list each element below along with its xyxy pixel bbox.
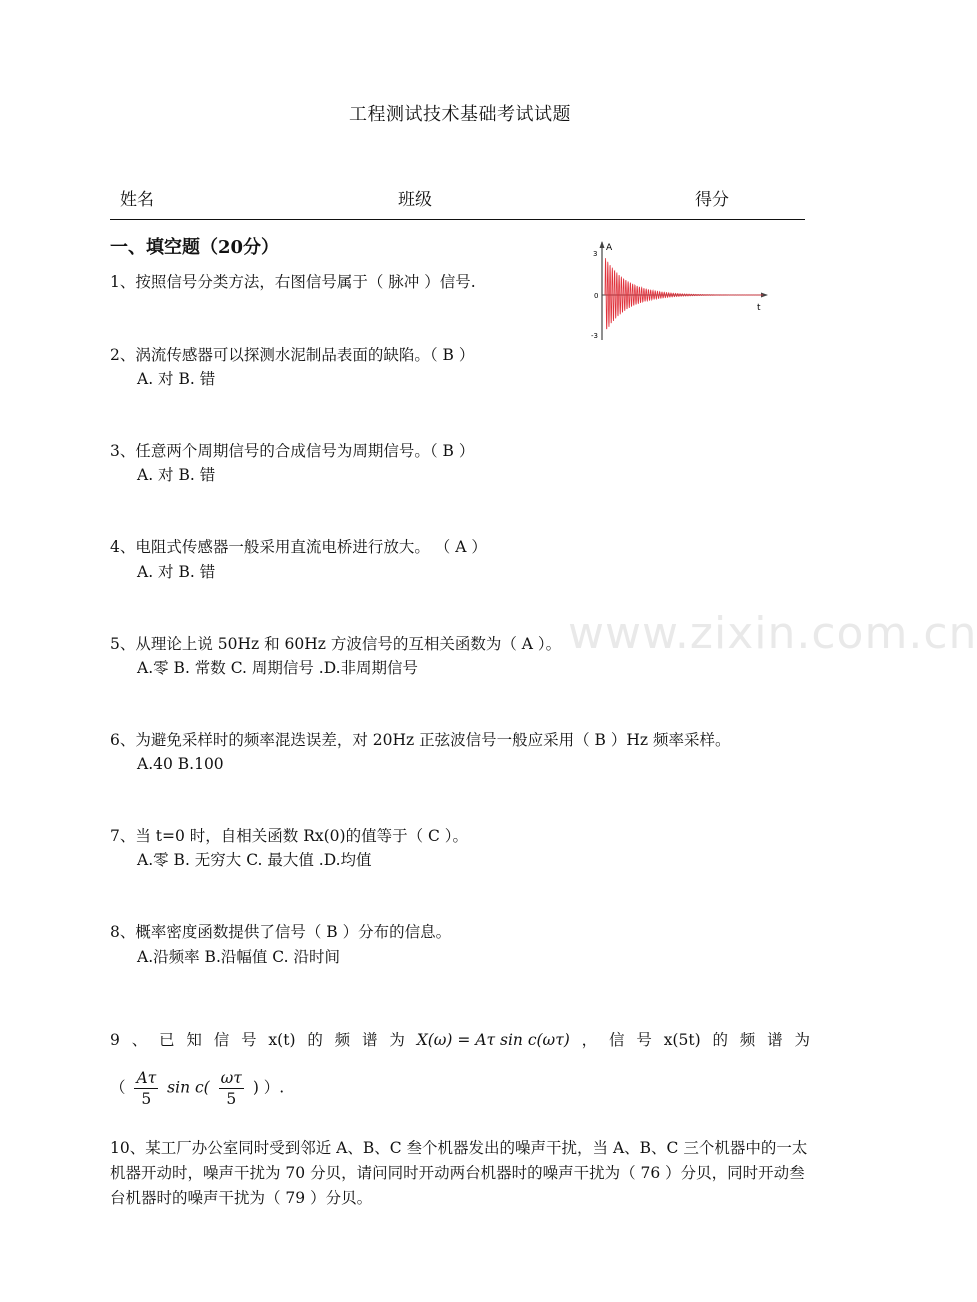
class-label: 班级 (398, 190, 432, 210)
question-6-options: A.40 B.100 (137, 755, 224, 773)
question-9 (110, 1028, 810, 1052)
q9-fraction-1-num: Aτ (136, 1069, 157, 1087)
name-label: 姓名 (120, 190, 154, 210)
watermark: www.zixin.com.cn (568, 608, 977, 659)
figure-y-bottom: -3 (591, 332, 598, 340)
question-2-options: A. 对 B. 错 (137, 370, 216, 388)
header-row (110, 185, 805, 220)
damped-wave-path (605, 258, 763, 329)
q9-answer-open: （ (110, 1078, 126, 1097)
score-label: 得分 (695, 190, 729, 210)
question-8-text: 8、概率密度函数提供了信号（ B ）分布的信息。 (110, 923, 452, 941)
question-7-text: 7、当 t=0 时，自相关函数 Rx(0)的值等于（ C ）。 (110, 827, 469, 845)
q9-part: 9 (110, 1031, 120, 1049)
question-6-text: 6、为避免采样时的频率混迭误差，对 20Hz 正弦波信号一般应采用（ B ）Hz 频率采样。 (110, 731, 731, 749)
question-8-options: A.沿频率 B.沿幅值 C. 沿时间 (137, 948, 340, 966)
q9-part: 谱 (767, 1031, 783, 1049)
q9-part: 号 (636, 1031, 652, 1049)
q9-fraction-2 (219, 1068, 244, 1109)
q9-part: 频 (334, 1031, 351, 1049)
question-5-text: 5、从理论上说 50Hz 和 60Hz 方波信号的互相关函数为（ A ）。 (110, 635, 562, 653)
question-9-answer (110, 1068, 284, 1109)
question-2-text: 2、涡流传感器可以探测水泥制品表面的缺陷。（ B ） (110, 346, 475, 364)
q9-fraction-1-den: 5 (141, 1090, 152, 1108)
q9-part: x(5t) (663, 1031, 701, 1049)
q9-part: 的 (307, 1031, 323, 1049)
q9-fraction-1 (134, 1068, 158, 1109)
question-4-text: 4、电阻式传感器一般采用直流电桥进行放大。 （ A ） (110, 538, 487, 556)
figure-y-top: 3 (593, 250, 598, 258)
q9-part: 谱 (362, 1031, 378, 1049)
q9-part: 频 (739, 1031, 756, 1049)
q9-part: 、 (131, 1031, 148, 1049)
q9-part: ， (581, 1031, 598, 1049)
q9-answer-close: ) ）. (252, 1078, 285, 1097)
figure-y-zero: 0 (594, 292, 599, 300)
q9-part: 知 (186, 1031, 202, 1049)
page-title: 工程测试技术基础考试试题 (349, 104, 571, 125)
figure-x-label: t (757, 303, 761, 313)
damped-signal-figure (585, 240, 775, 345)
q9-part: x(t) (268, 1031, 296, 1049)
figure-y-label: A (606, 243, 613, 253)
question-3-text: 3、任意两个周期信号的合成信号为周期信号。（ B ） (110, 442, 475, 460)
q9-part: 的 (712, 1031, 728, 1049)
q9-part: 为 (794, 1031, 810, 1049)
section-title: 一、填空题（20分） (110, 237, 280, 258)
q9-answer-sinc: sin c( (167, 1078, 210, 1097)
q9-fraction-2-num: ωτ (220, 1069, 242, 1087)
question-4-options: A. 对 B. 错 (137, 563, 216, 581)
question-5-options: A.零 B. 常数 C. 周期信号 .D.非周期信号 (137, 659, 419, 677)
q9-part: 号 (241, 1031, 257, 1049)
q9-part: 为 (389, 1031, 405, 1049)
q9-part: 信 (213, 1031, 230, 1049)
question-1-text: 1、按照信号分类方法，右图信号属于（ 脉冲 ）信号. (110, 273, 476, 291)
question-3-options: A. 对 B. 错 (137, 466, 216, 484)
q9-formula: X(ω) = Aτ sin c(ωτ) (416, 1031, 570, 1049)
question-7-options: A.零 B. 无穷大 C. 最大值 .D.均值 (137, 851, 372, 869)
q9-part: 信 (609, 1031, 625, 1049)
q9-fraction-2-den: 5 (226, 1090, 237, 1108)
question-9-row (110, 1028, 810, 1052)
q9-part: 已 (159, 1031, 175, 1049)
question-10: 10、某工厂办公室同时受到邻近 A、B、C 叁个机器发出的噪声干扰，当 A、B、C 三个机器中的一太机器开动时，噪声干扰为 70 分贝，请问同时开动两台机器时的噪声干扰为（ 76 ）分贝，同时开动叁台机器时的噪声干扰为（ 79 ）分贝。 (110, 1139, 808, 1207)
